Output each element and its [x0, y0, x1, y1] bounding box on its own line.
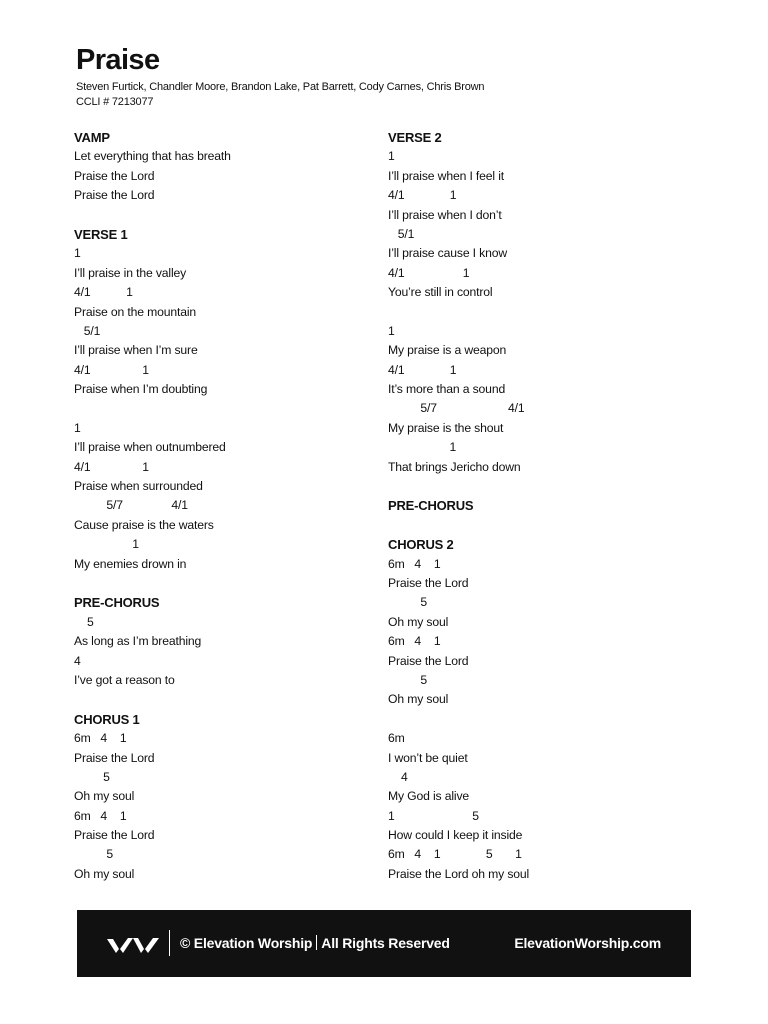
chord-line: 1 — [74, 537, 139, 552]
song-title: Praise — [76, 44, 160, 76]
lyric-line: I’ll praise when outnumbered — [74, 440, 226, 455]
chord-line: 4/1 1 — [74, 459, 149, 474]
song-authors: Steven Furtick, Chandler Moore, Brandon Lake, Pat Barrett, Cody Carnes, Chris Brown — [76, 81, 485, 93]
rights-reserved: All Rights Reserved — [321, 935, 450, 951]
lyric-line: I’ll praise when I don’t — [388, 207, 502, 222]
blank-line — [388, 516, 529, 535]
chord-line: 4/1 1 — [388, 265, 470, 280]
lyric-line: My praise is a weapon — [388, 343, 507, 358]
right-column — [388, 128, 529, 884]
lyric-line: As long as I’m breathing — [74, 634, 202, 649]
section-heading: VERSE 2 — [388, 130, 442, 145]
lyric-line: You’re still in control — [388, 285, 493, 300]
lyric-line: I’ll praise cause I know — [388, 246, 508, 261]
lyric-line: I’ll praise when I’m sure — [74, 343, 198, 358]
lyric-line: Oh my soul — [388, 614, 449, 629]
chord-line: 1 — [388, 149, 395, 164]
chord-line: 4 — [388, 769, 408, 784]
chord-line: 5 — [388, 595, 427, 610]
lyric-line: My enemies drown in — [74, 556, 187, 571]
section-heading: VERSE 1 — [74, 226, 128, 242]
chord-line: 6m — [388, 731, 405, 746]
blank-line — [74, 206, 231, 225]
chord-line: 4 — [74, 653, 81, 668]
blank-line — [388, 710, 529, 729]
lyric-line: Praise the Lord — [74, 750, 155, 765]
footer-divider — [169, 930, 170, 956]
lyric-line: Let everything that has breath — [74, 149, 231, 164]
lyric-line: Praise the Lord — [74, 828, 155, 843]
elevation-worship-logo-icon — [107, 934, 159, 954]
chord-line: 1 — [74, 246, 81, 261]
chord-line: 5/7 4/1 — [74, 498, 188, 513]
chord-line: 5 — [74, 847, 113, 862]
copyright-text — [180, 935, 450, 951]
blank-line — [74, 574, 231, 593]
lyric-line: Praise the Lord — [74, 188, 155, 203]
lyric-line: Oh my soul — [388, 692, 449, 707]
ccli-number: CCLI # 7213077 — [76, 96, 154, 108]
section-heading: PRE-CHORUS — [74, 595, 160, 611]
lyric-line: My praise is the shout — [388, 420, 504, 435]
website-link[interactable]: ElevationWorship.com — [514, 935, 661, 951]
chord-line: 1 — [388, 323, 395, 338]
chord-line: 1 — [388, 440, 457, 455]
blank-line — [74, 690, 231, 709]
lyric-line: Praise when I’m doubting — [74, 382, 208, 397]
lyric-line: I’ve got a reason to — [74, 672, 175, 687]
section-heading: CHORUS 2 — [388, 537, 454, 553]
chord-line: 4/1 1 — [74, 362, 149, 377]
chord-line: 5/7 4/1 — [388, 401, 525, 416]
blank-line — [74, 399, 231, 418]
chord-line: 5 — [388, 672, 427, 687]
lyric-line: Praise on the mountain — [74, 304, 197, 319]
section-heading: VAMP — [74, 130, 110, 145]
lyric-line: That brings Jericho down — [388, 459, 521, 474]
chord-line: 6m 4 1 — [388, 634, 441, 649]
lyric-line: Praise when surrounded — [74, 479, 203, 494]
blank-line — [388, 303, 529, 322]
chord-line: 5 — [74, 769, 110, 784]
lyric-line: Cause praise is the waters — [74, 517, 214, 532]
lyric-line: I’ll praise in the valley — [74, 265, 187, 280]
chord-line: 6m 4 1 5 1 — [388, 847, 522, 862]
lyric-line: Praise the Lord — [388, 575, 469, 590]
section-heading: PRE-CHORUS — [388, 498, 474, 514]
copyright-separator — [316, 935, 317, 950]
lyric-line: Praise the Lord oh my soul — [388, 866, 530, 881]
lyric-line: Praise the Lord — [388, 653, 469, 668]
footer-bar — [77, 910, 691, 977]
section-heading: CHORUS 1 — [74, 711, 140, 727]
chord-line: 6m 4 1 — [74, 808, 127, 823]
copyright-owner: © Elevation Worship — [180, 935, 313, 951]
lyric-line: I’ll praise when I feel it — [388, 168, 504, 183]
lyric-line: It’s more than a sound — [388, 382, 506, 397]
chord-line: 1 5 — [388, 808, 479, 823]
lyric-line: Praise the Lord — [74, 168, 155, 183]
lyric-line: How could I keep it inside — [388, 828, 523, 843]
chord-line: 5 — [74, 614, 94, 629]
left-column — [74, 128, 231, 884]
blank-line — [388, 477, 529, 496]
chord-line: 5/1 — [388, 226, 415, 241]
lyric-line: I won’t be quiet — [388, 750, 468, 765]
lyric-line: My God is alive — [388, 789, 470, 804]
lyric-line: Oh my soul — [74, 866, 135, 881]
chord-line: 5/1 — [74, 323, 101, 338]
chord-line: 4/1 1 — [74, 285, 133, 300]
chord-line: 4/1 1 — [388, 188, 457, 203]
chord-line: 6m 4 1 — [388, 556, 441, 571]
chord-line: 4/1 1 — [388, 362, 457, 377]
chord-line: 1 — [74, 420, 81, 435]
chord-line: 6m 4 1 — [74, 731, 127, 746]
lyric-line: Oh my soul — [74, 789, 135, 804]
